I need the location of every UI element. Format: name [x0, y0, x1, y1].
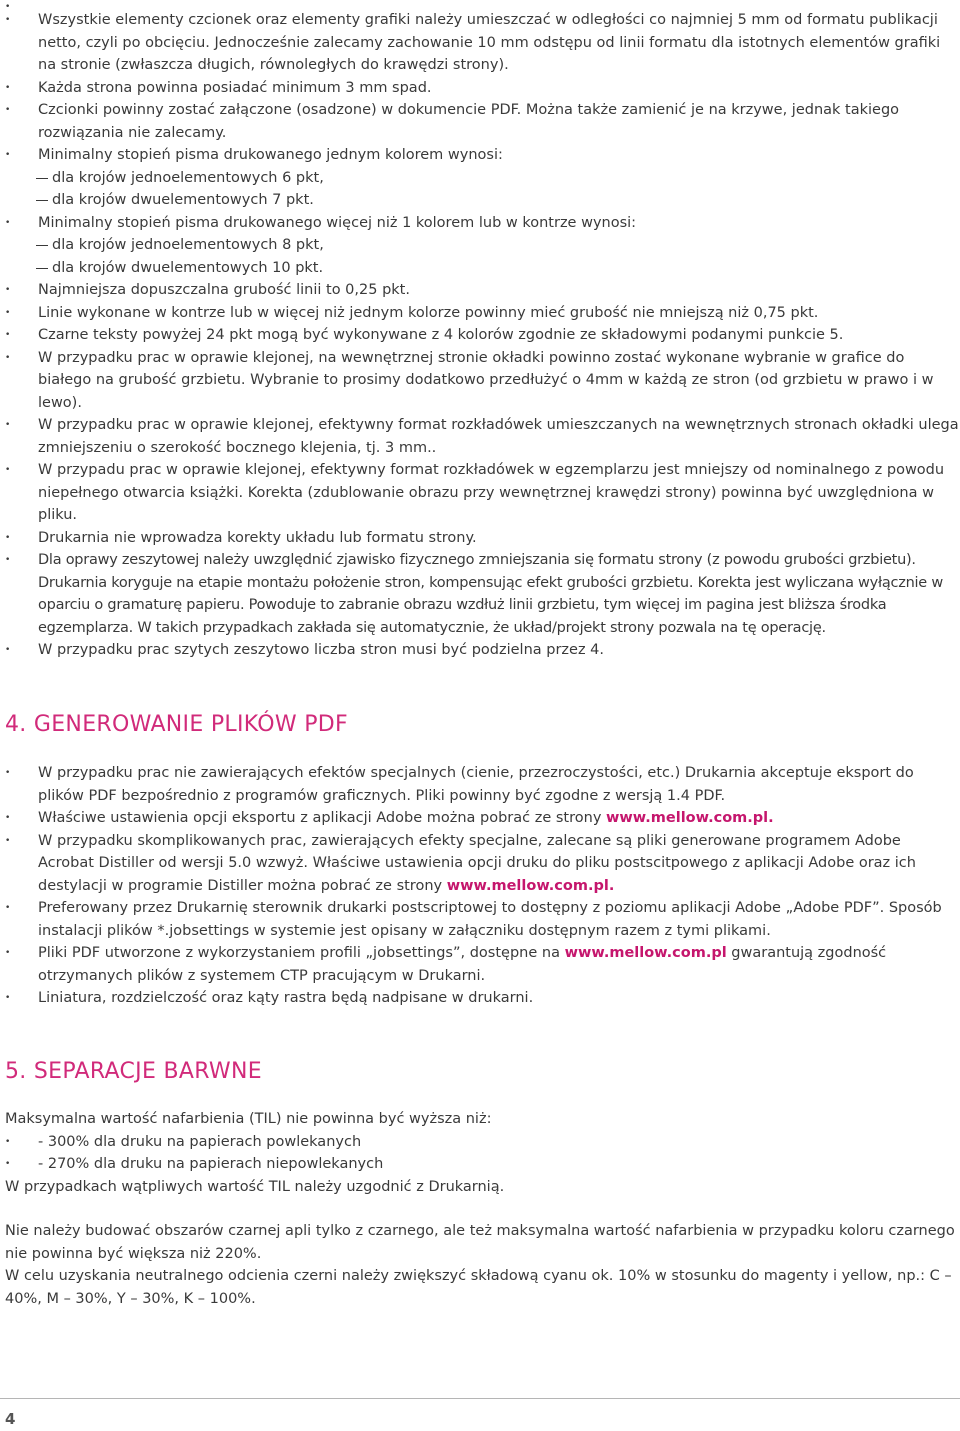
section-5-list — [0, 1131, 960, 1176]
list-item-text: Preferowany przez Drukarnię sterownik drukarki postscriptowej to dostępny z poziomu aplikacji Adobe „Adobe PDF”. Sposób instalacji plików *.jobsettings w systemie jest opisany w załączniku dostępnym razem z tymi plikami. — [38, 900, 942, 939]
website-link[interactable]: www.mellow.com.pl. — [446, 877, 615, 894]
list-item — [0, 99, 960, 144]
sub-item: dla krojów jednoelementowych 6 pkt, — [38, 167, 960, 190]
list-item-text: W przypadu prac w oprawie klejonej, efektywny format rozkładówek w egzemplarzu jest mniejszy od nominalnego z powodu niepełnego otwarcia książki. Korekta (zdublowanie obrazu przy wewnętrznej krawędzi strony) powinna być uwzględniona w pliku. — [38, 462, 945, 523]
list-item-text: W przypadku prac w oprawie klejonej, efektywny format rozkładówek umieszczanych na wewnętrznych stronach okładki ulega zmniejszeniu o szerokość bocznego klejenia, tj. 3 mm.. — [38, 417, 959, 456]
paragraph: Maksymalna wartość nafarbienia (TIL) nie powinna być wyższa niż: — [5, 1111, 492, 1127]
list-item-text: Najmniejsza dopuszczalna grubość linii to 0,25 pkt. — [38, 282, 410, 298]
list-item — [0, 144, 960, 212]
paragraph: Nie należy budować obszarów czarnej apli tylko z czarnego, ale też maksymalna wartość nafarbienia w przypadku koloru czarnego nie powinna być większa niż 220%. — [5, 1223, 955, 1262]
list-item-text: Wszystkie elementy czcionek oraz elementy grafiki należy umieszczać w odległości co najmniej 5 mm od formatu publikacji netto, czyli po obcięciu. Jednocześnie zalecamy zachowanie 10 mm odstępu od linii formatu dla istotnych elementów grafiki na stronie (zwłaszcza długich, równoległych do krawędzi strony). — [38, 12, 941, 73]
bullet-marker: • — [5, 2, 11, 12]
list-item — [0, 347, 960, 415]
list-item — [0, 77, 960, 100]
list-item — [0, 987, 960, 1010]
sub-item: dla krojów jednoelementowych 8 pkt, — [38, 234, 960, 257]
list-item — [0, 830, 960, 898]
list-item — [0, 807, 960, 830]
paragraph: W celu uzyskania neutralnego odcienia czerni należy zwiększyć składową cyanu ok. 10% w stosunku do magenty i yellow, np.: C – 40%, M – 30%, Y – 30%, K – 100%. — [5, 1268, 952, 1307]
list-item-text: Liniatura, rozdzielczość oraz kąty rastra będą nadpisane w drukarni. — [38, 990, 534, 1006]
list-item-text: W przypadku skomplikowanych prac, zawierających efekty specjalne, zalecane są pliki generowane programem Adobe Acrobat Distiller od wersji 5.0 wzwyż. Właściwe ustawienia opcji druku do pliku postscitpowego z aplikacji Adobe oraz ich destylacji w programie Distiller można pobrać ze strony — [38, 832, 916, 894]
sub-item: dla krojów dwuelementowych 7 pkt. — [38, 189, 960, 212]
list-item — [0, 639, 960, 662]
list-item-text: gwarantują zgodność otrzymanych plików z systemem CTP pracującym w Drukarni. — [38, 945, 887, 984]
list-item-text: W przypadku prac nie zawierających efektów specjalnych (cienie, przezroczystości, etc.) Drukarnia akceptuje eksport do plików PDF bezpośrednio z programów graficznych. Pliki powinny być zgodne z wersją 1.4 PDF. — [38, 765, 914, 804]
section-5-block — [0, 1108, 960, 1198]
section-4-list — [0, 762, 960, 1010]
list-item-text: W przypadku prac szytych zeszytowo liczba stron musi być podzielna przez 4. — [38, 642, 605, 658]
section-5-notes — [0, 1220, 960, 1310]
list-item — [0, 942, 960, 987]
list-item-text: Dla oprawy zeszytowej należy uwzględnić zjawisko fizycznego zmniejszania się formatu strony (z powodu grubości grzbietu). Drukarnia koryguje na etapie montażu położenie stron, kompensując efekt grubości grzbietu. Korekta jest wyliczana wyłącznie w oparciu o gramaturę papieru. Powoduje to zabranie obrazu wzdłuż linii grzbietu, tym więcej im pagina jest bliższa środka egzemplarza. W takich przypadkach zakłada się automatycznie, że układ/projekt strony pozwala na tę operację. — [38, 552, 943, 636]
section-3-list-block — [0, 9, 960, 662]
list-item — [0, 527, 960, 550]
list-item-text: Minimalny stopień pisma drukowanego jednym kolorem wynosi: — [38, 147, 503, 163]
footer-divider — [0, 1398, 960, 1399]
list-item — [0, 302, 960, 325]
list-item — [0, 549, 960, 639]
list-item-text: Właściwe ustawienia opcji eksportu z aplikacji Adobe można pobrać ze strony — [38, 810, 607, 826]
section-5-heading: 5. SEPARACJE BARWNE — [5, 1059, 262, 1084]
list-item — [0, 414, 960, 459]
sub-item: dla krojów dwuelementowych 10 pkt. — [38, 257, 960, 280]
list-item-text: - 270% dla druku na papierach niepowlekanych — [38, 1156, 384, 1172]
list-item — [0, 459, 960, 527]
list-item — [0, 324, 960, 347]
section-3-list — [0, 9, 960, 662]
list-item-text: Każda strona powinna posiadać minimum 3 mm spad. — [38, 79, 432, 96]
section-4-heading: 4. GENEROWANIE PLIKÓW PDF — [5, 712, 348, 737]
list-item — [0, 1153, 960, 1176]
list-item-text: - 300% dla druku na papierach powlekanych — [38, 1133, 362, 1150]
list-item-text: Drukarnia nie wprowadza korekty układu lub formatu strony. — [38, 529, 477, 546]
list-item — [0, 279, 960, 302]
list-item — [0, 762, 960, 807]
list-item — [0, 9, 960, 77]
list-item-text: Pliki PDF utworzone z wykorzystaniem profili „jobsettings”, dostępne na — [38, 945, 565, 961]
website-link[interactable]: www.mellow.com.pl. — [606, 810, 774, 826]
section-4-list-block — [0, 762, 960, 1010]
list-item — [0, 1131, 960, 1154]
list-item — [0, 897, 960, 942]
list-item-text: Minimalny stopień pisma drukowanego więcej niż 1 kolorem lub w kontrze wynosi: — [38, 214, 637, 231]
website-link[interactable]: www.mellow.com.pl — [564, 945, 727, 961]
list-item-text: Czcionki powinny zostać załączone (osadzone) w dokumencie PDF. Można także zamienić je na krzywe, jednak takiego rozwiązania nie zalecamy. — [38, 102, 900, 141]
page-number: 4 — [5, 1410, 16, 1428]
paragraph: W przypadkach wątpliwych wartość TIL należy uzgodnić z Drukarnią. — [5, 1178, 505, 1195]
list-item-text: Linie wykonane w kontrze lub w więcej niż jednym kolorze powinny mieć grubość nie mniejszą niż 0,75 pkt. — [38, 304, 819, 321]
list-item — [0, 212, 960, 280]
list-item-text: W przypadku prac w oprawie klejonej, na wewnętrznej stronie okładki powinno zostać wykonane wybranie w grafice do białego na grubość grzbietu. Wybranie to prosimy dodatkowo przedłużyć o 4mm w każdą ze stron (od grzbietu w prawo i w lewo). — [38, 349, 934, 411]
list-item-text: Czarne teksty powyżej 24 pkt mogą być wykonywane z 4 kolorów zgodnie ze składowymi podanymi punkcie 5. — [38, 327, 844, 343]
